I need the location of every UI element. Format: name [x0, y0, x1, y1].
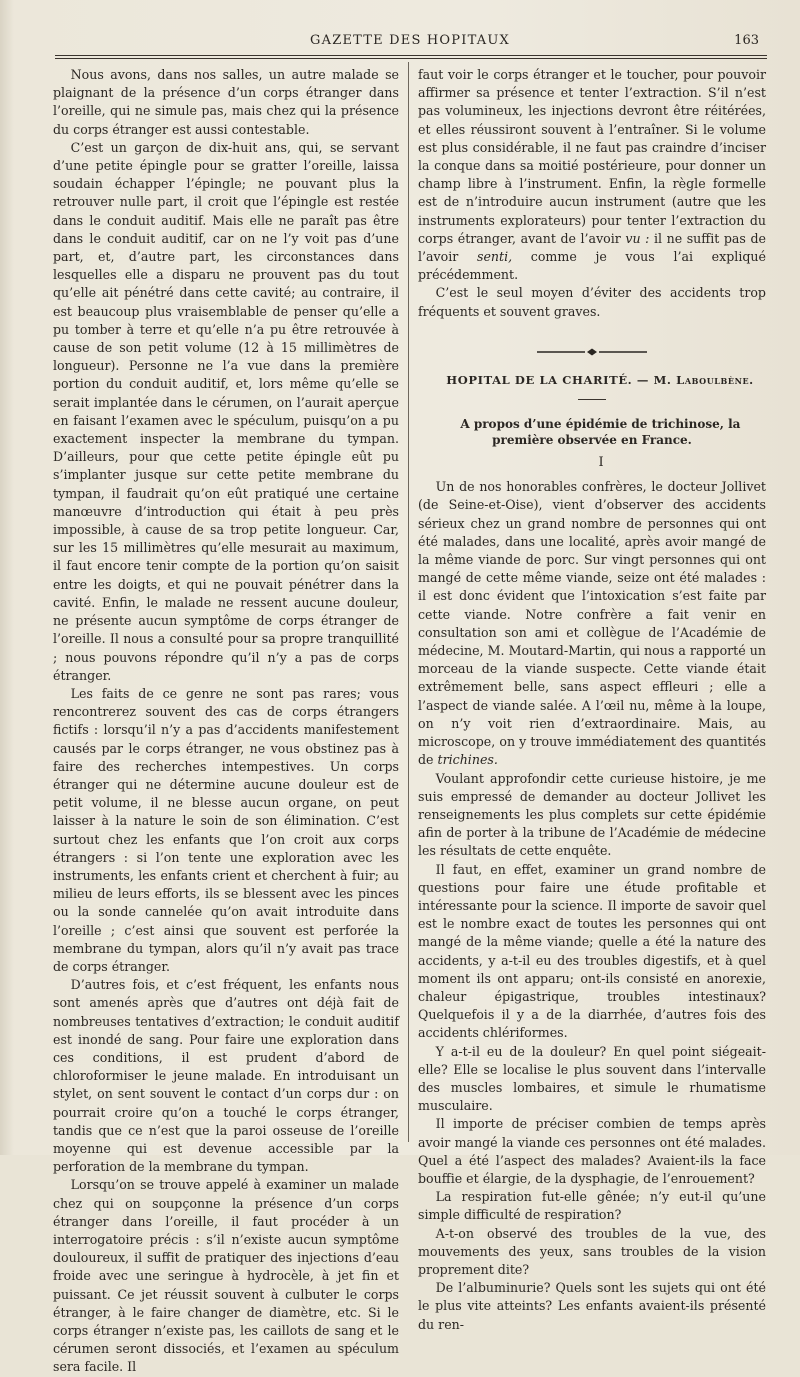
emphasis-text: senti,	[476, 249, 513, 265]
page-number: 163	[734, 33, 759, 48]
paragraph-text: Un de nos honorables confrères, le docteur Jollivet (de Seine-et-Oise), vient d’observer des accidents sérieux chez un grand nombre de personnes qui ont été malades, dans une localité, après avoir mangé de la même viande de porc. Sur vingt personnes qui ont mangé de cette même viande, seize ont été malades : il est donc évident que l’intoxication s’est faite par cette viande. Notre confrère a fait venir en consultation son ami et collègue de l’Académie de médecine, M. Moutard-Martin, qui nous a rapporté un morceau de la viande suspecte. Cette viande était extrêmement belle, sans aspect effleuri ; elle a l’aspect de viande salée. A l’œil nu, même à la loupe, on n’y voit rien d’extraordinaire. Mais, au microscope, on y trouve immédiatement des quantités de	[418, 479, 766, 768]
right-column	[418, 66, 766, 1334]
article-title: A propos d’une épidémie de trichinose, la première observée en France.	[460, 417, 741, 448]
paragraph: Voulant approfondir cette curieuse histoire, je me suis empressé de demander au docteur Jollivet les renseignements les plus complets sur cette épidémie afin de porter à la tribune de l’Académie de médecine les résultats de cette enquête.	[418, 770, 766, 859]
part-number: I	[598, 455, 604, 471]
header-rule-top	[55, 55, 767, 56]
paragraph: Il faut, en effet, examiner un grand nombre de questions pour faire une étude profitable et intéressante pour la science. Il importe de savoir quel est le nombre exact de toutes les personnes qui ont mangé de la même viande; quelle a été la nature des accidents, y a-t-il eu des troubles digestifs, et à quel moment ils ont apparu; ont-ils consisté en anorexie, chaleur épigastrique, troubles intestinaux? Quelquefois il y a de la diarrhée, d’autres fois des accidents chlériformes.	[418, 861, 766, 1041]
emphasis-text: vu :	[625, 230, 650, 246]
emphasis-text: trichines.	[437, 752, 498, 768]
left-column	[53, 66, 399, 1377]
paragraph: Il importe de préciser combien de temps après avoir mangé la viande ces personnes ont été malades. Quel a été l’aspect des malades? Avaient-ils la face bouffie et élargie, de la dysphagie, de l’enrouement?	[418, 1116, 766, 1186]
short-rule	[578, 399, 606, 400]
ornament-divider-icon	[537, 347, 647, 357]
column-divider	[408, 62, 409, 1142]
paragraph: Nous avons, dans nos salles, un autre malade se plaignant de la présence d’un corps étranger dans l’oreille, qui ne simule pas, mais chez qui la présence du corps étranger est aussi contestable.	[53, 67, 399, 137]
page-header	[55, 30, 765, 52]
paragraph: La respiration fut-elle gênée; n’y eut-il qu’une simple difficulté de respiration?	[418, 1189, 766, 1223]
paragraph-continuation	[418, 66, 766, 284]
section-author: Laboulbène.	[676, 372, 754, 387]
paragraph: Les faits de ce genre ne sont pas rares; vous rencontrerez souvent des cas de corps étrangers fictifs : lorsqu’il n’y a pas d’accidents manifestement causés par le corps étranger, ne vous obstinez pas à faire des recherches intempestives. Un corps étranger qui ne détermine aucune douleur est de petit volume, il ne blesse aucun organe, on peut laisser à la nature le soin de son élimination. C’est surtout chez les enfants que l’on croit aux corps étrangers : si l’on tente une exploration avec les instruments, les enfants crient et cherchent à fuir; au milieu de leurs efforts, ils se blessent avec les pinces ou la sonde cannelée qu’on avait introduite dans l’oreille ; c’est ainsi que souvent est perforée la membrane du tympan, alors qu’il n’y avait pas trace de corps étranger.	[53, 685, 399, 974]
paragraph: Lorsqu’on se trouve appelé à examiner un malade chez qui on soupçonne la présence d’un corps étranger dans l’oreille, il faut procéder à un interrogatoire précis : s’il n’existe aucun symptôme douloureux, il suffit de pratiquer des injections d’eau froide avec une seringue à hydrocèle, à jet fin et puissant. Ce jet réussit souvent à culbuter le corps étranger, à le faire changer de diamètre, etc. Si le corps étranger n’existe pas, les caillots de sang et le cérumen seront dissociés, et l’examen au spéculum sera facile. Il	[53, 1177, 399, 1375]
paragraph: C’est un garçon de dix-huit ans, qui, se servant d’une petite épingle pour se gratter l’oreille, laissa soudain échapper l’épingle; ne pouvant plus la retrouver nulle part, il croit que l’épingle est restée dans le conduit auditif. Mais elle ne paraît pas être dans le conduit auditif, car on ne l’y voit pas d’une part, et, d’autre part, les circonstances dans lesquelles elle a disparu ne prouvent pas du tout qu’elle ait pénétré dans cette cavité; au contraire, il est beaucoup plus vraisemblable de penser qu’elle a pu tomber à terre et qu’elle n’a pu être retrouvée à cause de son petit volume (12 à 15 millimètres de longueur). Personne ne l’a vue dans la première portion du conduit auditif, et, lors même qu’elle se serait implantée dans le cérumen, on l’aurait aperçue en faisant l’examen avec le spéculum, puisqu’on a pu exactement inspecter la membrane du tympan. D’ailleurs, pour que cette petite épingle eût pu s’implanter jusque sur cette petite membrane du tympan, il faudrait qu’on eût pratiqué une certaine manœuvre d’introduction qui était à peu près impossible, à cause de sa trop petite longueur. Car, sur les 15 millimètres qu’elle mesurait au maximum, il faut encore tenir compte de la portion qu’on saisit entre les doigts, et qui ne pouvait pénétrer dans la cavité. Enfin, le malade ne ressent aucune douleur, ne présente aucun symptôme de corps étranger de l’oreille. Il nous a consulté pour sa propre tranquillité ; nous pouvons répondre qu’il n’y a pas de corps étranger.	[53, 139, 399, 683]
continuation-text: comme je vous l’ai expliqué précédemment.	[418, 249, 766, 283]
paragraph: C’est le seul moyen d’éviter des accidents trop fréquents et souvent graves.	[418, 285, 766, 319]
section-title: HOPITAL DE LA CHARITÉ. — M.	[446, 372, 672, 387]
paragraph: D’autres fois, et c’est fréquent, les enfants nous sont amenés après que d’autres ont déjà fait de nombreuses tentatives d’extraction; le conduit auditif est inondé de sang. Pour faire une exploration dans ces conditions, il est prudent d’abord de chloroformiser le jeune malade. En introduisant un stylet, on sent souvent le contact d’un corps dur : on pourrait croire qu’on a touché le corps étranger, tandis que ce n’est que la paroi osseuse de l’oreille moyenne qui est devenue accessible par la perforation de la membrane du tympan.	[53, 977, 399, 1175]
paragraph: A-t-on observé des troubles de la vue, des mouvements des yeux, sans troubles de la vision proprement dite?	[418, 1225, 766, 1277]
journal-title: GAZETTE DES HOPITAUX	[310, 33, 510, 48]
section-heading	[418, 371, 766, 389]
paragraph	[418, 478, 766, 769]
header-rule-bottom	[55, 58, 767, 59]
continuation-text: faut voir le corps étranger et le toucher, pour pouvoir affirmer sa présence et tenter l’extraction. S’il n’est pas volumineux, les injections devront être réitérées, et elles réussiront souvent à l’entraîner. Si le volume est plus considérable, il ne faut pas craindre d’inciser la conque dans sa moitié postérieure, pour donner un champ libre à l’instrument. Enfin, la règle formelle est de n’introduire aucun instrument (autre que les instruments explorateurs) pour tenter l’extraction du corps étranger, avant de l’avoir	[418, 67, 766, 246]
continuation-text: il ne suffit pas de l’avoir	[418, 230, 766, 265]
paragraph: Y a-t-il eu de la douleur? En quel point siégeait-elle? Elle se localise le plus souvent dans l’intervalle des muscles lombaires, et simule le rhumatisme musculaire.	[418, 1043, 766, 1114]
paragraph: De l’albuminurie? Quels sont les sujets qui ont été le plus vite atteints? Les enfants avaient-ils présenté du ren-	[418, 1280, 766, 1332]
